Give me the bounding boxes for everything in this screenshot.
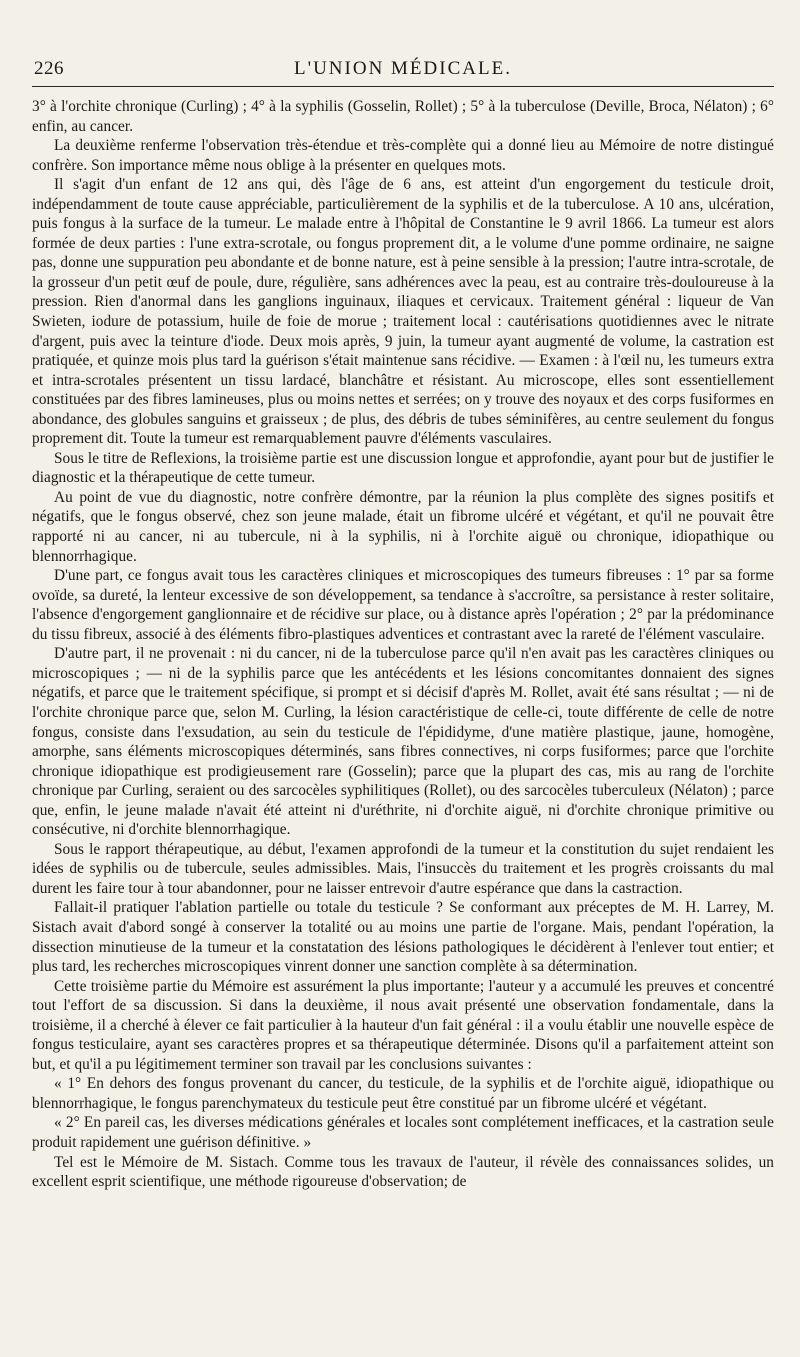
paragraph: La deuxième renferme l'observation très-étendue et très-complète qui a donné lieu au Mémoire de notre distingué confrère. Son importance même nous oblige à la présenter en quelques mots. xyxy=(32,137,774,174)
paragraph: D'une part, ce fongus avait tous les caractères cliniques et microscopiques des tumeurs fibreuses : 1° par sa forme ovoïde, sa dureté, la lenteur excessive de son développement, sa tendance à s'accroître, sa persistance à rester solitaire, l'absence d'engorgement ganglionnaire et de récidive sur place, ou à distance après l'opération ; 2° par la prédominance du tissu fibreux, associé à des éléments fibro-plastiques adventices et contrastant avec la rareté de l'élément vasculaire. xyxy=(32,567,774,643)
paragraph: Cette troisième partie du Mémoire est assurément la plus importante; l'auteur y a accumulé les preuves et concentré tout l'effort de sa discussion. Si dans la deuxième, il nous avait présenté une observation fondamentale, dans la troisième, il a cherché à élever ce fait particulier à la hauteur d'un fait général : il a voulu établir une nouvelle espèce de fongus testiculaire, ayant ses caractères propres et sa thérapeutique déterminée. Disons qu'il a parfaitement atteint son but, et qu'il a pu légitimement terminer son travail par les conclusions suivantes : xyxy=(32,977,774,1073)
article-body xyxy=(32,97,774,1192)
conclusion-paragraph: « 2° En pareil cas, les diverses médications générales et locales sont complétement inefficaces, et la castration seule produit rapidement une guérison définitive. » xyxy=(32,1114,774,1151)
running-title: L'UNION MÉDICALE. xyxy=(294,58,512,79)
paragraph: Fallait-il pratiquer l'ablation partielle ou totale du testicule ? Se conformant aux préceptes de M. H. Larrey, M. Sistach avait d'abord songé à conserver la totalité ou au moins une partie de l'organe. Mais, pendant l'opération, la dissection minutieuse de la tumeur et la constatation des lésions pathologiques le décidèrent à l'enlever tout entier; et plus tard, les recherches microscopiques vinrent donner une sanction complète à sa détermination. xyxy=(32,899,774,976)
conclusion-paragraph: « 1° En dehors des fongus provenant du cancer, du testicule, de la syphilis et de l'orchite aiguë, idiopathique ou blennorrhagique, le fongus parenchymateux du testicule peut être constitué par un fibrome ulcéré et végétant. xyxy=(32,1075,774,1112)
paragraph: Il s'agit d'un enfant de 12 ans qui, dès l'âge de 6 ans, est atteint d'un engorgement du testicule droit, indépendamment de toute cause appréciable, particulièrement de la syphilis et de la tuberculose. A 10 ans, ulcération, puis fongus à la surface de la tumeur. Le malade entre à l'hôpital de Constantine le 9 avril 1866. La tumeur est alors formée de deux parties : l'une extra-scrotale, ou fongus proprement dit, a le volume d'une pomme ordinaire, ne saigne pas, donne une suppuration peu abondante et de bonne nature, est à peine sensible à la pression; l'autre intra-scrotale, de la grosseur d'un petit œuf de poule, dure, régulière, sans adhérences avec la peau, est au contraire très-douloureuse à la pression. Rien d'anormal dans les ganglions inguinaux, iliaques et cervicaux. Traitement général : liqueur de Van Swieten, iodure de potassium, huile de foie de morue ; traitement local : cautérisations quotidiennes avec le nitrate d'argent, puis avec la teinture d'iode. Deux mois après, 9 juin, la tumeur ayant augmenté de volume, la castration est pratiquée, et quinze mois plus tard la guérison s'était maintenue sans récidive. — Examen : à l'œil nu, les tumeurs extra et intra-scrotales présentent un tissu lardacé, blanchâtre et résistant. Au microscope, elles sont essentiellement constituées par des fibres lamineuses, plus ou moins nettes et serrées; on y trouve des noyaux et des corps fusiformes en abondance, des globules sanguins et graisseux ; de plus, des débris de tubes séminifères, au centre seulement du fongus proprement dit. Toute la tumeur est remarquablement pauvre d'éléments vasculaires. xyxy=(32,176,774,448)
paragraph: Sous le rapport thérapeutique, au début, l'examen approfondi de la tumeur et la constitution du sujet rendaient les idées de syphilis ou de tubercule, seules admissibles. Mais, l'insuccès du traitement et les progrès croissants du mal durent les faire tour à tour abandonner, pour ne laisser entrevoir d'autre espérance que dans la castraction. xyxy=(32,840,774,897)
paragraph: Au point de vue du diagnostic, notre confrère démontre, par la réunion la plus complète des signes positifs et négatifs, que le fongus observé, chez son jeune malade, était un fibrome ulcéré et végétant, et qu'il ne pouvait être rapporté ni au cancer, ni au tubercule, ni à la syphilis, ni à l'orchite aiguë ou chronique, idiopathique ou blennorrhagique. xyxy=(32,488,774,565)
paragraph: Sous le titre de Reflexions, la troisième partie est une discussion longue et approfondie, ayant pour but de justifier le diagnostic et la thérapeutique de cette tumeur. xyxy=(32,449,774,487)
page-header xyxy=(32,58,774,87)
page-number: 226 xyxy=(34,58,64,79)
paragraph: 3° à l'orchite chronique (Curling) ; 4° à la syphilis (Gosselin, Rollet) ; 5° à la tuberculose (Deville, Broca, Nélaton) ; 6° enfin, au cancer. xyxy=(32,98,774,135)
paragraph: Tel est le Mémoire de M. Sistach. Comme tous les travaux de l'auteur, il révèle des connaissances solides, un excellent esprit scientifique, une méthode rigoureuse d'observation; de xyxy=(32,1153,774,1191)
paragraph: D'autre part, il ne provenait : ni du cancer, ni de la tuberculose parce qu'il n'en avait pas les caractères cliniques ou microscopiques ; — ni de la syphilis parce que les antécédents et les lésions concomitantes donnaient des signes négatifs, et parce que le traitement spécifique, si prompt et si décisif d'après M. Rollet, avait été sans résultat ; — ni de l'orchite chronique parce que, selon M. Curling, la lésion caractéristique de celle-ci, toute différente de celle de notre fongus, consiste dans l'exsudation, au sein du testicule de l'épididyme, d'une matière plastique, jaune, homogène, amorphe, sans éléments microscopiques déterminés, sans fibres connectives, ni corps fusiformes; parce que l'orchite chronique idiopathique est prodigieusement rare (Gosselin); parce que la plupart des cas, mis au rang de l'orchite chronique par Curling, seraient ou des sarcocèles syphilitiques (Rollet), ou des sarcocèles tuberculeux (Nélaton) ; parce que, enfin, le jeune malade n'avait été atteint ni d'uréthrite, ni d'orchite aiguë, ni d'orchite chronique primitive ou consécutive, ni d'orchite blennorrhagique. xyxy=(32,645,774,839)
